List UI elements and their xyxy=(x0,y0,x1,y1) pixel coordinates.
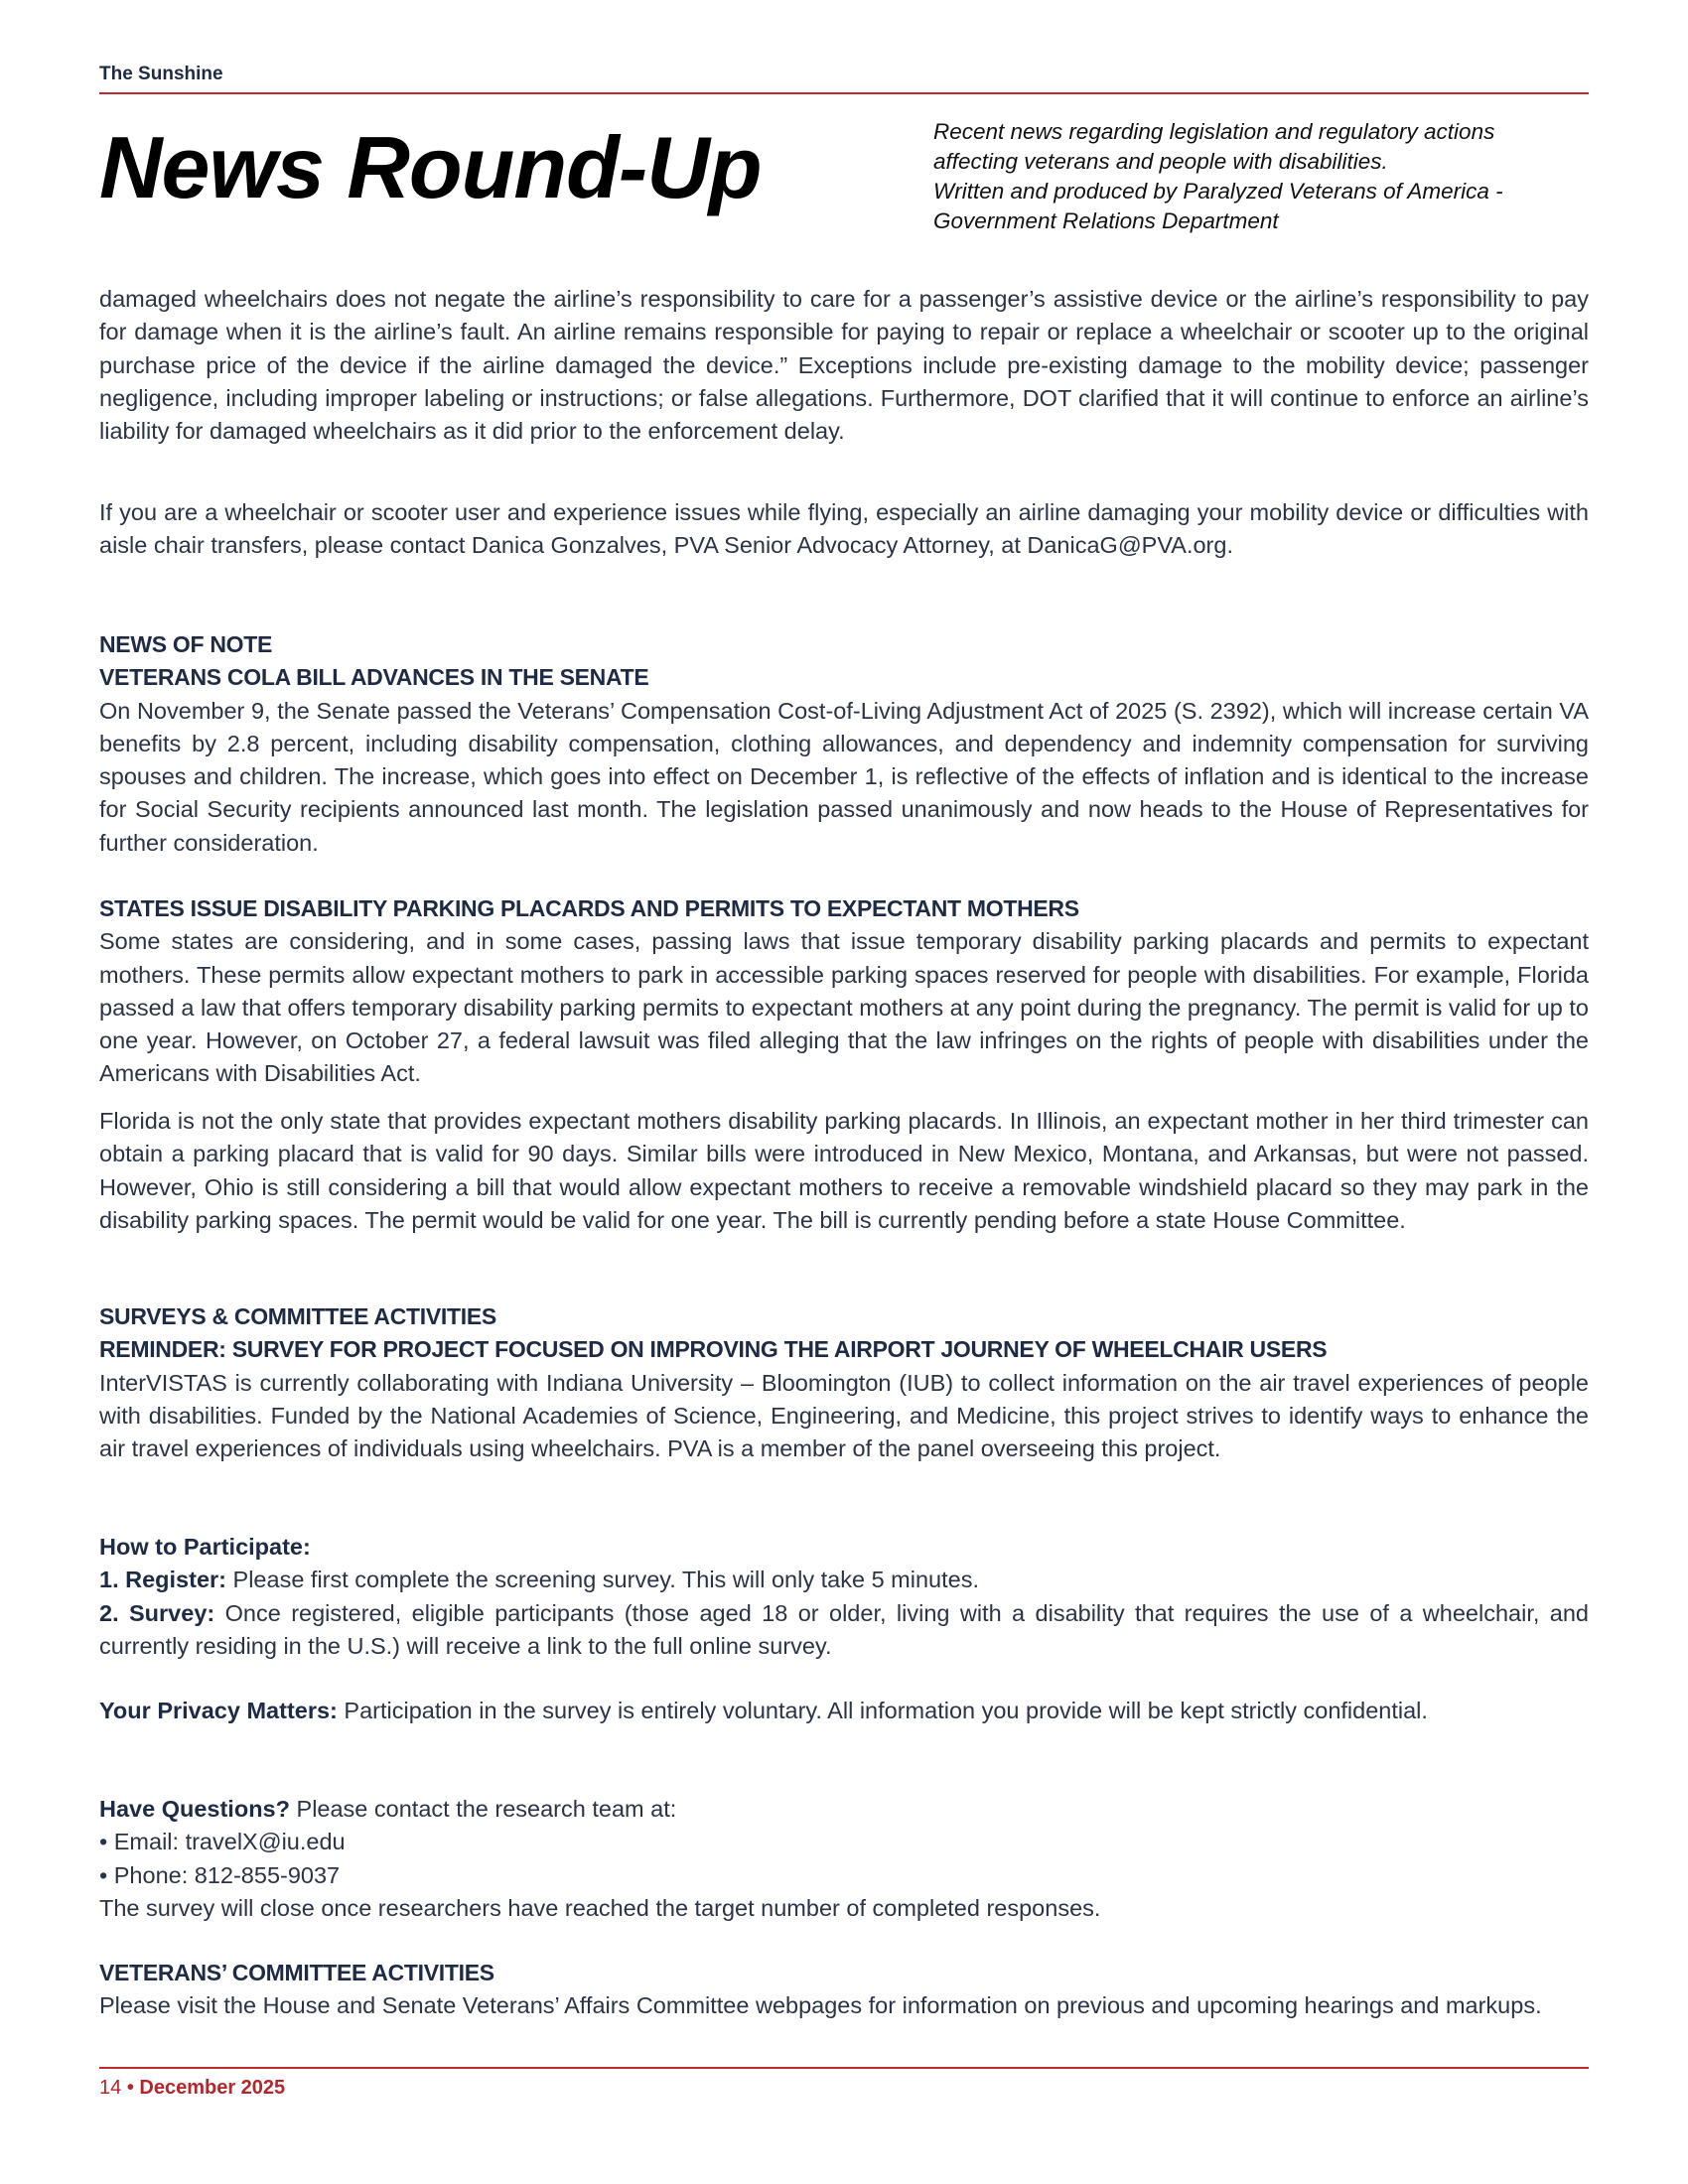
committee-section xyxy=(99,1957,1589,2023)
step1-text: Please first complete the screening survey. This will only take 5 minutes. xyxy=(226,1567,979,1593)
privacy-label: Your Privacy Matters: xyxy=(99,1698,338,1723)
privacy-text: Participation in the survey is entirely voluntary. All information you provide will be kept strictly confidential. xyxy=(337,1698,1428,1723)
page-subtitle xyxy=(933,117,1599,236)
footer-bullet: • xyxy=(126,2077,134,2099)
article-paragraph: InterVISTAS is currently collaborating with Indiana University – Bloomington (IUB) to collect information on the air travel experiences of people with disabilities. Funded by the National Academies of Science, Engineering, and Medicine, this project strives to identify ways to enhance the air travel experiences of individuals using wheelchairs. PVA is a member of the panel overseeing this project. xyxy=(99,1369,1589,1462)
questions-block xyxy=(99,1793,1589,1925)
header-divider xyxy=(99,92,1589,94)
article-paragraph: Please visit the House and Senate Veterans’ Affairs Committee webpages for information on previous and upcoming hearings and markups. xyxy=(99,1992,1542,2019)
intro-paragraph: damaged wheelchairs does not negate the airline’s responsibility to care for a passenger’s assistive device or the airline’s responsibility to pay for damage when it is the airline’s fault. An airline remains responsible for paying to repair or replace a wheelchair or scooter up to the original purchase price of the device if the airline damaged the device.” Exceptions include pre-existing damage to the mobility device; passenger negligence, including improper labeling or instructions; or false allegations. Furthermore, DOT clarified that it will continue to enforce an airline’s liability for damaged wheelchairs as it did prior to the enforcement delay. xyxy=(99,286,1589,445)
step2-text: Once registered, eligible participants (those aged 18 or older, living with a disability that requires the use of a wheelchair, and currently residing in the U.S.) will receive a link to the full online survey. xyxy=(99,1599,1589,1659)
issue-date: December 2025 xyxy=(139,2077,286,2099)
section-heading: SURVEYS & COMMITTEE ACTIVITIES xyxy=(99,1303,496,1329)
article-heading: REMINDER: SURVEY FOR PROJECT FOCUSED ON IMPROVING THE AIRPORT JOURNEY OF WHEELCHAIR USERS xyxy=(99,1336,1328,1363)
parking-article xyxy=(99,892,1589,1091)
subtitle-line: Recent news regarding legislation and regulatory actions xyxy=(933,119,1495,144)
page-number: 14 xyxy=(99,2077,122,2099)
article-paragraph: On November 9, the Senate passed the Veterans’ Compensation Cost-of-Living Adjustment Act of 2025 (S. 2392), which will increase certain VA benefits by 2.8 percent, including disability compensation, clothing allowances, and dependency and indemnity compensation for surviving spouses and children. The increase, which goes into effect on December 1, is reflective of the effects of inflation and is identical to the increase for Social Security recipients announced last month. The legislation passed unanimously and now heads to the House of Representatives for further consideration. xyxy=(99,697,1589,856)
article-heading: STATES ISSUE DISABILITY PARKING PLACARDS AND PERMITS TO EXPECTANT MOTHERS xyxy=(99,895,1079,921)
how-label: How to Participate: xyxy=(99,1534,311,1560)
step1-label: 1. Register: xyxy=(99,1567,226,1593)
privacy-paragraph xyxy=(99,1695,1589,1727)
page-footer xyxy=(99,2077,1589,2100)
publication-name: The Sunshine xyxy=(99,64,223,84)
subtitle-line: Written and produced by Paralyzed Veterans of America - xyxy=(933,179,1503,204)
subtitle-line: Government Relations Department xyxy=(933,208,1279,233)
step2-label: 2. Survey: xyxy=(99,1599,215,1626)
contact-paragraph: If you are a wheelchair or scooter user and experience issues while flying, especially an airline damaging your mobility device or difficulties with aisle chair transfers, please contact Danica Gonzalves, PVA Senior Advocacy Attorney, at DanicaG@PVA.org. xyxy=(99,499,1589,559)
article-heading: VETERANS COLA BILL ADVANCES IN THE SENATE xyxy=(99,664,649,691)
surveys-section xyxy=(99,1300,1589,1465)
email-link[interactable]: • Email: travelX@iu.edu xyxy=(99,1829,346,1855)
page-title: News Round-Up xyxy=(99,118,762,216)
section-heading: VETERANS’ COMMITTEE ACTIVITIES xyxy=(99,1960,494,1985)
section-heading: NEWS OF NOTE xyxy=(99,631,273,657)
subtitle-line: affecting veterans and people with disabilities. xyxy=(933,149,1388,174)
close-note: The survey will close once researchers have reached the target number of completed responses. xyxy=(99,1894,1101,1921)
questions-text: Please contact the research team at: xyxy=(289,1796,677,1822)
footer-divider xyxy=(99,2067,1589,2069)
participation-steps xyxy=(99,1531,1589,1663)
article-paragraph: Florida is not the only state that provides expectant mothers disability parking placards. In Illinois, an expectant mother in her third trimester can obtain a parking placard that is valid for 90 days. Similar bills were introduced in New Mexico, Montana, and Arkansas, but were not passed. However, Ohio is still considering a bill that would allow expectant mothers to receive a removable windshield placard so they may park in the disability parking spaces. The permit would be valid for one year. The bill is currently pending before a state House Committee. xyxy=(99,1108,1589,1233)
questions-label: Have Questions? xyxy=(99,1796,290,1822)
article-paragraph: Some states are considering, and in some cases, passing laws that issue temporary disability parking placards and permits to expectant mothers. These permits allow expectant mothers to park in accessible parking spaces reserved for people with disabilities. For example, Florida passed a law that offers temporary disability parking permits to expectant mothers at any point during the pregnancy. The permit is valid for up to one year. However, on October 27, a federal lawsuit was filed alleging that the law infringes on the rights of people with disabilities under the Americans with Disabilities Act. xyxy=(99,928,1589,1087)
news-of-note-section xyxy=(99,628,1589,860)
phone-number: • Phone: 812-855-9037 xyxy=(99,1861,341,1888)
